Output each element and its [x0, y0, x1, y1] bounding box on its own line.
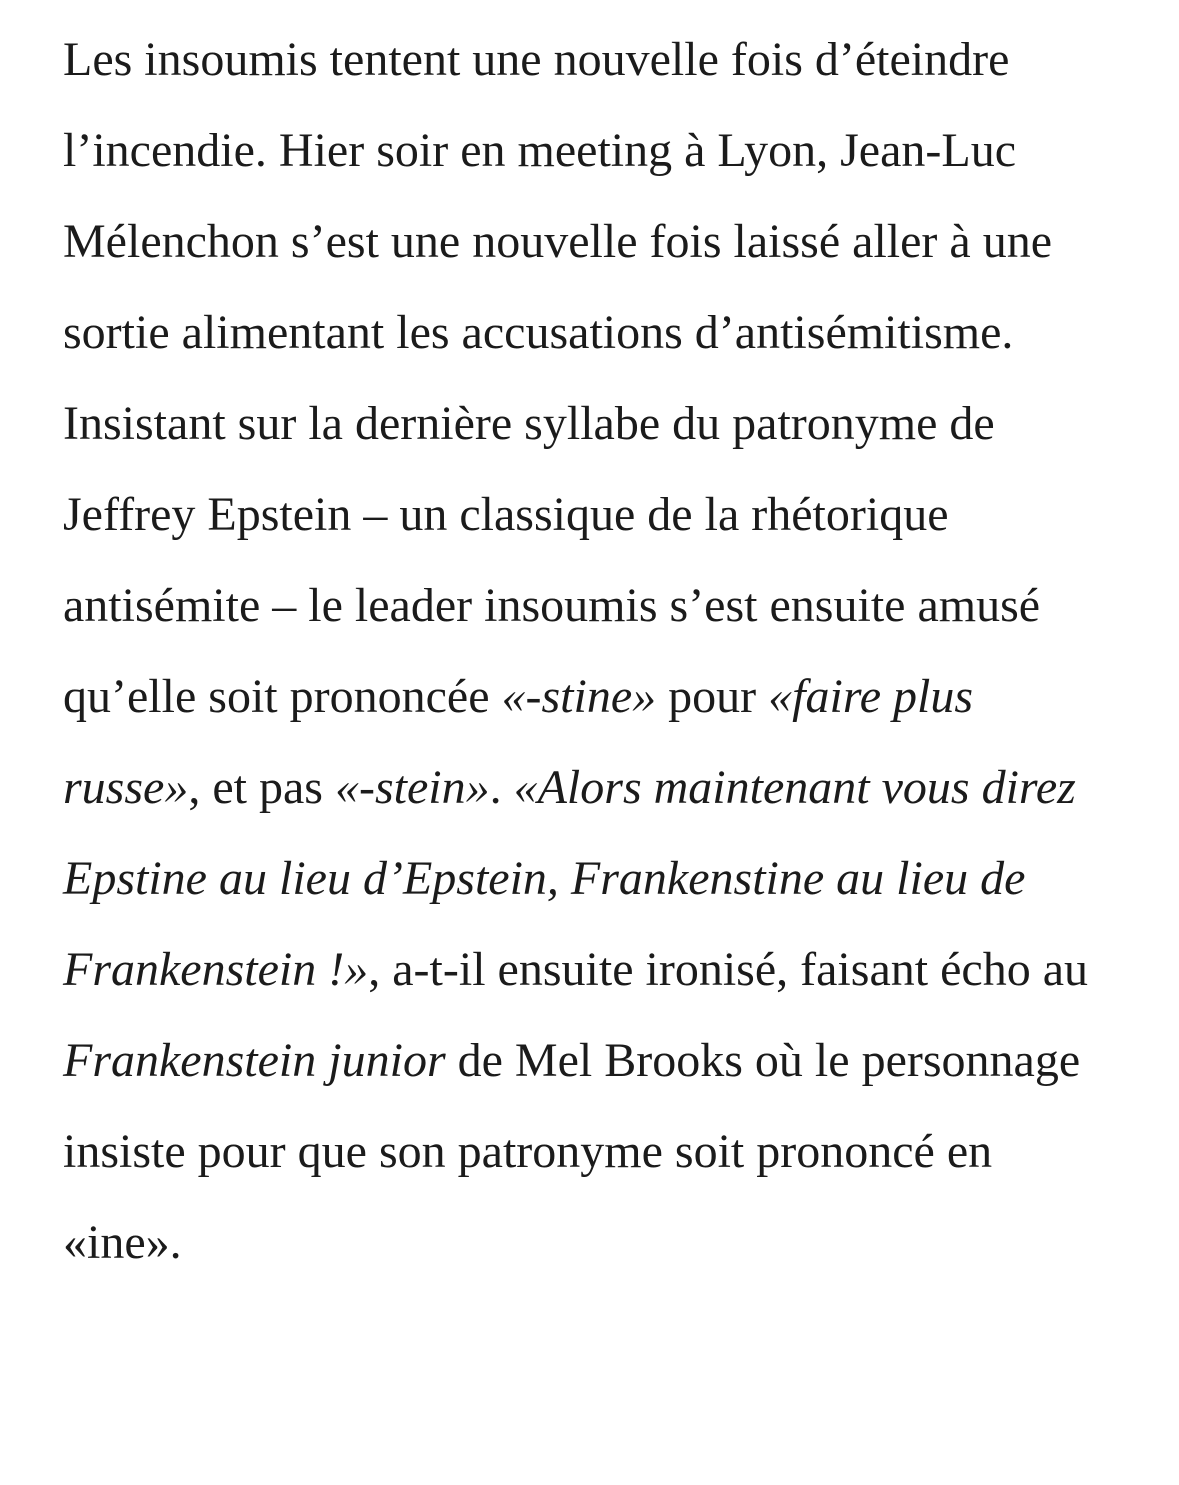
- quoted-italic-text: «faire plus russe»: [63, 670, 974, 814]
- body-text: , a-t-il ensuite ironisé, faisant écho au: [368, 943, 1088, 996]
- quoted-italic-text: Frankenstein junior: [63, 1034, 446, 1087]
- body-text: , et pas: [188, 761, 335, 814]
- quoted-italic-text: «-stine»: [501, 670, 657, 723]
- body-text: pour: [656, 670, 769, 723]
- quoted-italic-text: «-stein»: [334, 761, 490, 814]
- quoted-italic-text: «Alors maintenant vous direz Epstine au lieu d’Epstein, Frankenstine au lieu de Frankenstein !»: [63, 761, 1076, 996]
- body-text: .: [489, 761, 514, 814]
- body-text: Les insoumis tentent une nouvelle fois d’éteindre l’incendie. Hier soir en meeting à Lyon, Jean-Luc Mélenchon s’est une nouvelle fois laissé aller à une sortie alimentant les accusations d’antisémitisme. Insistant sur la dernière syllabe du patronyme de Jeffrey Epstein – un classique de la rhétorique antisémite – le leader insoumis s’est ensuite amusé qu’elle soit prononcée: [63, 33, 1053, 723]
- body-text: de Mel Brooks où le personnage insiste pour que son patronyme soit prononcé en «ine».: [63, 1034, 1081, 1269]
